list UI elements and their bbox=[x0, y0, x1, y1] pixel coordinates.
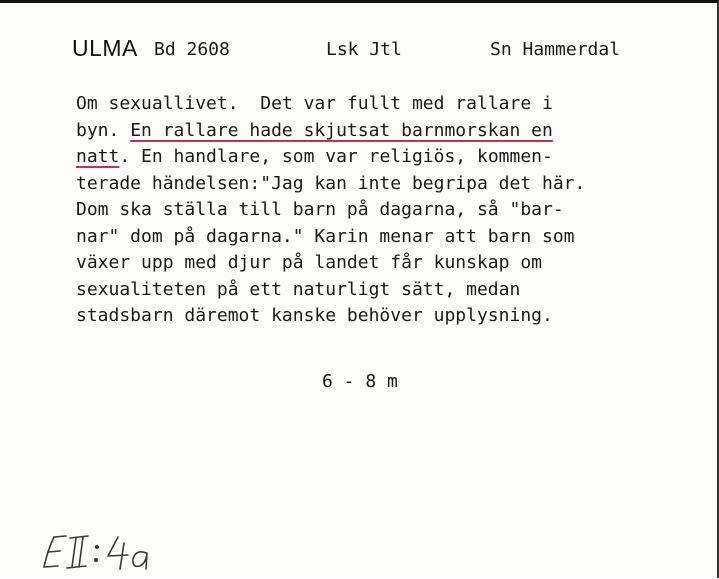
signum-stroke bbox=[96, 546, 99, 549]
signum-stroke bbox=[70, 536, 88, 538]
signum-stroke bbox=[108, 537, 128, 556]
body-line bbox=[76, 144, 716, 171]
signum-stroke bbox=[79, 537, 83, 567]
card-header bbox=[72, 35, 692, 65]
parish-name: Sn Hammerdal bbox=[490, 39, 621, 60]
text-segment: nar" dom på dagarna." Karin menar att barn som bbox=[76, 225, 575, 247]
text-segment: Dom ska ställa till barn på dagarna, så "bar- bbox=[76, 199, 564, 220]
text-segment: växer upp med djur på landet får kunskap om bbox=[76, 252, 542, 273]
signum-stroke bbox=[67, 566, 86, 568]
text-segment: Om sexuallivet. Det var fullt med rallare i bbox=[76, 93, 553, 114]
underlined-segment: natt bbox=[76, 146, 120, 167]
body-line bbox=[76, 303, 716, 330]
body-line bbox=[76, 171, 716, 198]
text-segment: terade händelsen:"Jag kan inte begripa det här. bbox=[76, 172, 586, 194]
underlined-segment: En rallare hade skjutsat barnmorskan en bbox=[130, 119, 553, 141]
signum-stroke bbox=[133, 552, 147, 569]
signum-stroke bbox=[44, 566, 58, 567]
body-line bbox=[76, 118, 716, 145]
text-segment: byn. bbox=[76, 119, 131, 141]
signum-stroke bbox=[72, 538, 76, 567]
page-range: 6 - 8 m bbox=[322, 371, 398, 392]
signum-stroke bbox=[48, 551, 60, 552]
body-line bbox=[76, 224, 716, 251]
archive-name: ULMA bbox=[72, 35, 138, 61]
body-line bbox=[76, 91, 716, 118]
card-body bbox=[76, 91, 716, 330]
region-code: Lsk Jtl bbox=[326, 39, 402, 60]
signum-stroke bbox=[95, 559, 98, 562]
text-segment: . En handlare, som var religiös, kommen- bbox=[119, 146, 553, 167]
signum-stroke bbox=[54, 536, 66, 537]
body-line bbox=[76, 197, 716, 224]
record-number: Bd 2608 bbox=[154, 39, 230, 60]
body-line bbox=[76, 250, 716, 277]
text-segment: stadsbarn däremot kanske behöver upplysning. bbox=[76, 305, 553, 326]
text-segment: sexualiteten på ett naturligt sätt, medan bbox=[76, 278, 521, 300]
body-line bbox=[76, 277, 716, 304]
handwritten-signum bbox=[36, 523, 196, 579]
